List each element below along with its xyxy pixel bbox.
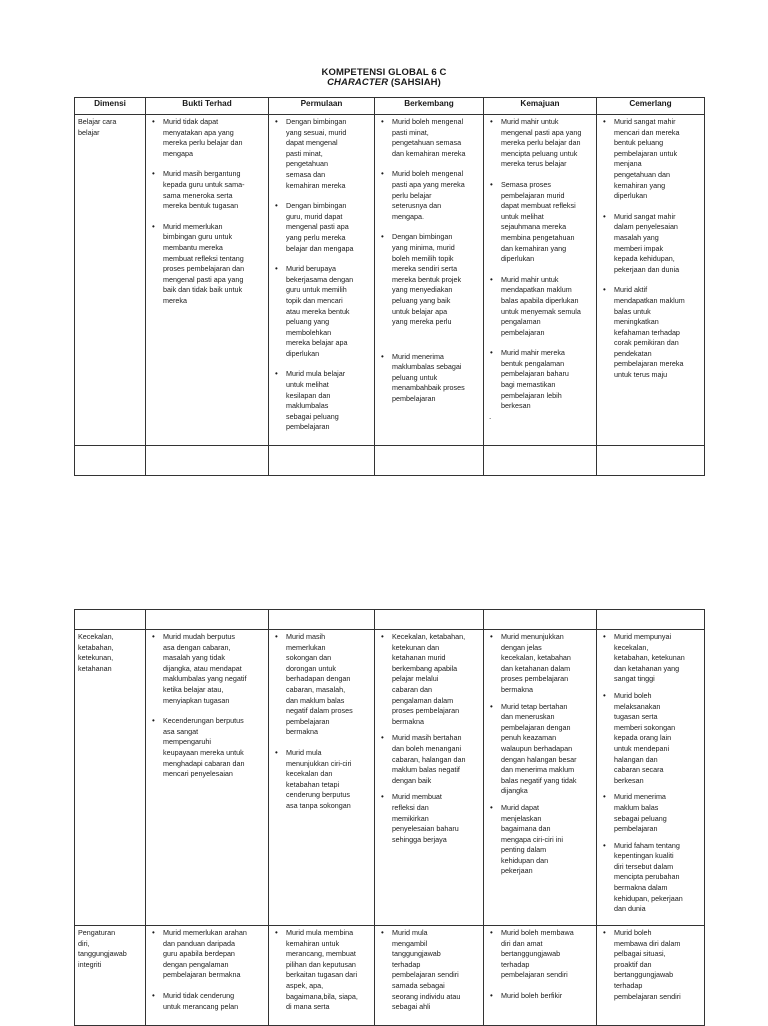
cell-berkembang bbox=[375, 630, 484, 926]
cell-permulaan bbox=[269, 115, 375, 446]
header-kemajuan: Kemajuan bbox=[484, 98, 597, 115]
list-item: • Murid sangat mahir dalam penyelesaian masalah yang memberi impak kepada kehidupan, pekerjaan dan dunia bbox=[600, 212, 701, 276]
list-item: • Murid masih bergantung kepada guru untuk sama- sama meneroka serta mereka bentuk tugasan bbox=[149, 169, 265, 211]
list-item: • Murid mula mengambil tanggungjawab terhadap pembelajaran sendiri samada sebagai seorang individu atau sebagai ahli bbox=[378, 928, 480, 1013]
header-row bbox=[75, 98, 705, 115]
list-item: • Murid faham tentang kepentingan kualiti diri tersebut dalam mencipta perubahan bermakna dalam kehidupan, pekerjaan dan dunia bbox=[600, 841, 701, 915]
list-item: • Murid menerima maklumbalas sebagai peluang untuk menambahbaik proses pembelajaran bbox=[378, 352, 480, 405]
empty-cell bbox=[597, 446, 705, 476]
list-item: • Murid mempunyai kecekalan, ketabahan, ketekunan dan ketahanan yang sangat tinggi bbox=[600, 632, 701, 685]
list-item: • Murid mahir untuk mendapatkan maklum balas apabila diperlukan untuk menyemak semula pengalaman pembelajaran bbox=[487, 275, 593, 339]
list-item: • Murid boleh berfikir bbox=[487, 991, 593, 1002]
list-item: • Murid masih bertahan dan boleh menangani cabaran, halangan dan maklum balas negatif dengan baik bbox=[378, 733, 480, 786]
list-item: • Murid tidak dapat menyatakan apa yang mereka perlu belajar dan mengapa bbox=[149, 117, 265, 159]
empty-cell bbox=[597, 610, 705, 630]
cell-berkembang bbox=[375, 926, 484, 1026]
list-item: • Murid menerima maklum balas sebagai peluang pembelajaran bbox=[600, 792, 701, 834]
header-cemerlang: Cemerlang bbox=[597, 98, 705, 115]
list-item: • Murid boleh membawa diri dan amat bertanggungjawab terhadap pembelajaran sendiri bbox=[487, 928, 593, 981]
list-item: • Dengan bimbingan yang sesuai, murid dapat mengenal pasti minat, pengetahuan semasa dan kemahiran mereka bbox=[272, 117, 371, 191]
cell-kemajuan bbox=[484, 115, 597, 446]
header-permulaan: Permulaan bbox=[269, 98, 375, 115]
dimension-label: Kecekalan, ketabahan, ketekunan, ketahanan bbox=[75, 630, 146, 926]
competency-table-1 bbox=[74, 97, 705, 476]
list-item: • Murid tidak cenderung untuk merancang pelan bbox=[149, 991, 265, 1012]
empty-cell bbox=[146, 610, 269, 630]
empty-cell bbox=[484, 446, 597, 476]
list-item: • Murid memerlukan bimbingan guru untuk membantu mereka membuat refleksi tentang proses pembelajaran dan mengenal pasti apa yang baik dan tidak baik untuk mereka bbox=[149, 222, 265, 307]
list-item: • Murid aktif mendapatkan maklum balas untuk meningkatkan kefahaman terhadap corak pemikiran dan pendekatan pembelajaran mereka untuk terus maju bbox=[600, 285, 701, 380]
empty-row bbox=[75, 446, 705, 476]
cell-cemerlang bbox=[597, 630, 705, 926]
empty-cell bbox=[269, 610, 375, 630]
cell-permulaan bbox=[269, 630, 375, 926]
empty-cell bbox=[375, 610, 484, 630]
list-item: • Murid boleh mengenal pasti minat, pengetahuan semasa dan kemahiran mereka bbox=[378, 117, 480, 159]
list-item: • Murid boleh mengenal pasti apa yang mereka perlu belajar seterusnya dan mengapa. bbox=[378, 169, 480, 222]
table-row bbox=[75, 630, 705, 926]
cell-bukti-terhad bbox=[146, 630, 269, 926]
list-item: • Murid masih memerlukan sokongan dan dorongan untuk berhadapan dengan cabaran, masalah, dan maklum balas negatif dalam proses pembelajaran bermakna bbox=[272, 632, 371, 738]
list-item: • Murid mula belajar untuk melihat kesilapan dan maklumbalas sebagai peluang pembelajaran bbox=[272, 369, 371, 433]
list-item: • Kecenderungan berputus asa sangat mempengaruhi keupayaan mereka untuk menghadapi cabaran dan mencari penyelesaian bbox=[149, 716, 265, 780]
list-item: • Murid mula menunjukkan ciri-ciri kecekalan dan ketabahan tetapi cenderung berputus asa tanpa sokongan bbox=[272, 748, 371, 812]
list-item: • Murid tetap bertahan dan meneruskan pembelajaran dengan penuh keazaman walaupun berhadapan dengan halangan besar dan menerima maklum balas negatif yang tidak dijangka bbox=[487, 702, 593, 797]
list-item: • Dengan bimbingan guru, murid dapat mengenal pasti apa yang perlu mereka belajar dan mengapa bbox=[272, 201, 371, 254]
document-title: KOMPETENSI GLOBAL 6 C bbox=[321, 67, 447, 78]
empty-header-row bbox=[75, 610, 705, 630]
list-item: • Murid berupaya bekerjasama dengan guru untuk memilih topik dan mencari atau mereka bentuk peluang yang membolehkan mereka belajar apa diperlukan bbox=[272, 264, 371, 359]
list-item: • Kecekalan, ketabahan, ketekunan dan ketahanan murid berkembang apabila pelajar melalui cabaran dan pengalaman dalam proses pembelajaran bermakna bbox=[378, 632, 480, 727]
competency-table-2 bbox=[74, 609, 705, 1026]
list-item: • Murid membuat refleksi dan memikirkan penyelesaian baharu sehingga berjaya bbox=[378, 792, 480, 845]
subtitle-rest: (SAHSIAH) bbox=[388, 77, 441, 88]
empty-cell bbox=[146, 446, 269, 476]
header-bukti-terhad: Bukti Terhad bbox=[146, 98, 269, 115]
empty-cell bbox=[269, 446, 375, 476]
list-item: • Murid memerlukan arahan dan panduan daripada guru apabila berdepan dengan pengalaman pembelajaran bermakna bbox=[149, 928, 265, 981]
cell-kemajuan bbox=[484, 926, 597, 1026]
stray-dot: . bbox=[489, 411, 492, 421]
list-item: • Semasa proses pembelajaran murid dapat membuat refleksi untuk melihat sejauhmana mereka membina pengetahuan dan kemahiran yang diperlukan bbox=[487, 180, 593, 265]
list-item: • Murid mula membina kemahiran untuk merancang, membuat pilihan dan keputusan berkaitan tugasan dari aspek, apa, bagaimana,bila, siapa, di mana serta bbox=[272, 928, 371, 1013]
list-item: • Murid mudah berputus asa dengan cabaran, masalah yang tidak dijangka, atau mendapat maklumbalas yang negatif ketika belajar atau, menyiapkan tugasan bbox=[149, 632, 265, 706]
cell-cemerlang bbox=[597, 115, 705, 446]
list-item: • Dengan bimbingan yang minima, murid boleh memilih topik mereka sendiri serta mereka bentuk projek yang menyediakan peluang yang baik untuk belajar apa yang mereka perlu bbox=[378, 232, 480, 327]
list-item: • Murid mahir untuk mengenal pasti apa yang mereka perlu belajar dan mencipta peluang untuk mereka terus belajar bbox=[487, 117, 593, 170]
cell-cemerlang bbox=[597, 926, 705, 1026]
empty-cell bbox=[375, 446, 484, 476]
list-item: • Murid boleh membawa diri dalam pelbagai situasi, proaktif dan bertanggungjawab terhadap pembelajaran sendiri bbox=[600, 928, 701, 1002]
list-item: • Murid sangat mahir mencari dan mereka bentuk peluang pembelajaran untuk menjana pengetahuan dan kemahiran yang diperlukan bbox=[600, 117, 701, 202]
dimension-label: Belajar cara belajar bbox=[75, 115, 146, 446]
empty-cell bbox=[75, 446, 146, 476]
document-subtitle bbox=[0, 77, 768, 88]
cell-kemajuan bbox=[484, 630, 597, 926]
cell-bukti-terhad bbox=[146, 926, 269, 1026]
cell-berkembang bbox=[375, 115, 484, 446]
list-item: • Murid menunjukkan dengan jelas kecekalan, ketabahan dan ketahanan dalam proses pembelajaran bermakna bbox=[487, 632, 593, 696]
list-item: • Murid dapat menjelaskan bagaimana dan mengapa ciri-ciri ini penting dalam kehidupan dan pekerjaan bbox=[487, 803, 593, 877]
table-row bbox=[75, 115, 705, 446]
list-item: • Murid mahir mereka bentuk pengalaman pembelajaran baharu bagi memastikan pembelajaran lebih berkesan bbox=[487, 348, 593, 412]
table-row bbox=[75, 926, 705, 1026]
cell-permulaan bbox=[269, 926, 375, 1026]
header-berkembang: Berkembang bbox=[375, 98, 484, 115]
dimension-label: Pengaturan diri, tanggungjawab integriti bbox=[75, 926, 146, 1026]
empty-cell bbox=[484, 610, 597, 630]
header-dimensi: Dimensi bbox=[75, 98, 146, 115]
empty-cell bbox=[75, 610, 146, 630]
cell-bukti-terhad bbox=[146, 115, 269, 446]
list-item: • Murid boleh melaksanakan tugasan serta memberi sokongan kepada orang lain untuk mendepani halangan dan cabaran secara berkesan bbox=[600, 691, 701, 786]
subtitle-italic: CHARACTER bbox=[327, 77, 389, 88]
